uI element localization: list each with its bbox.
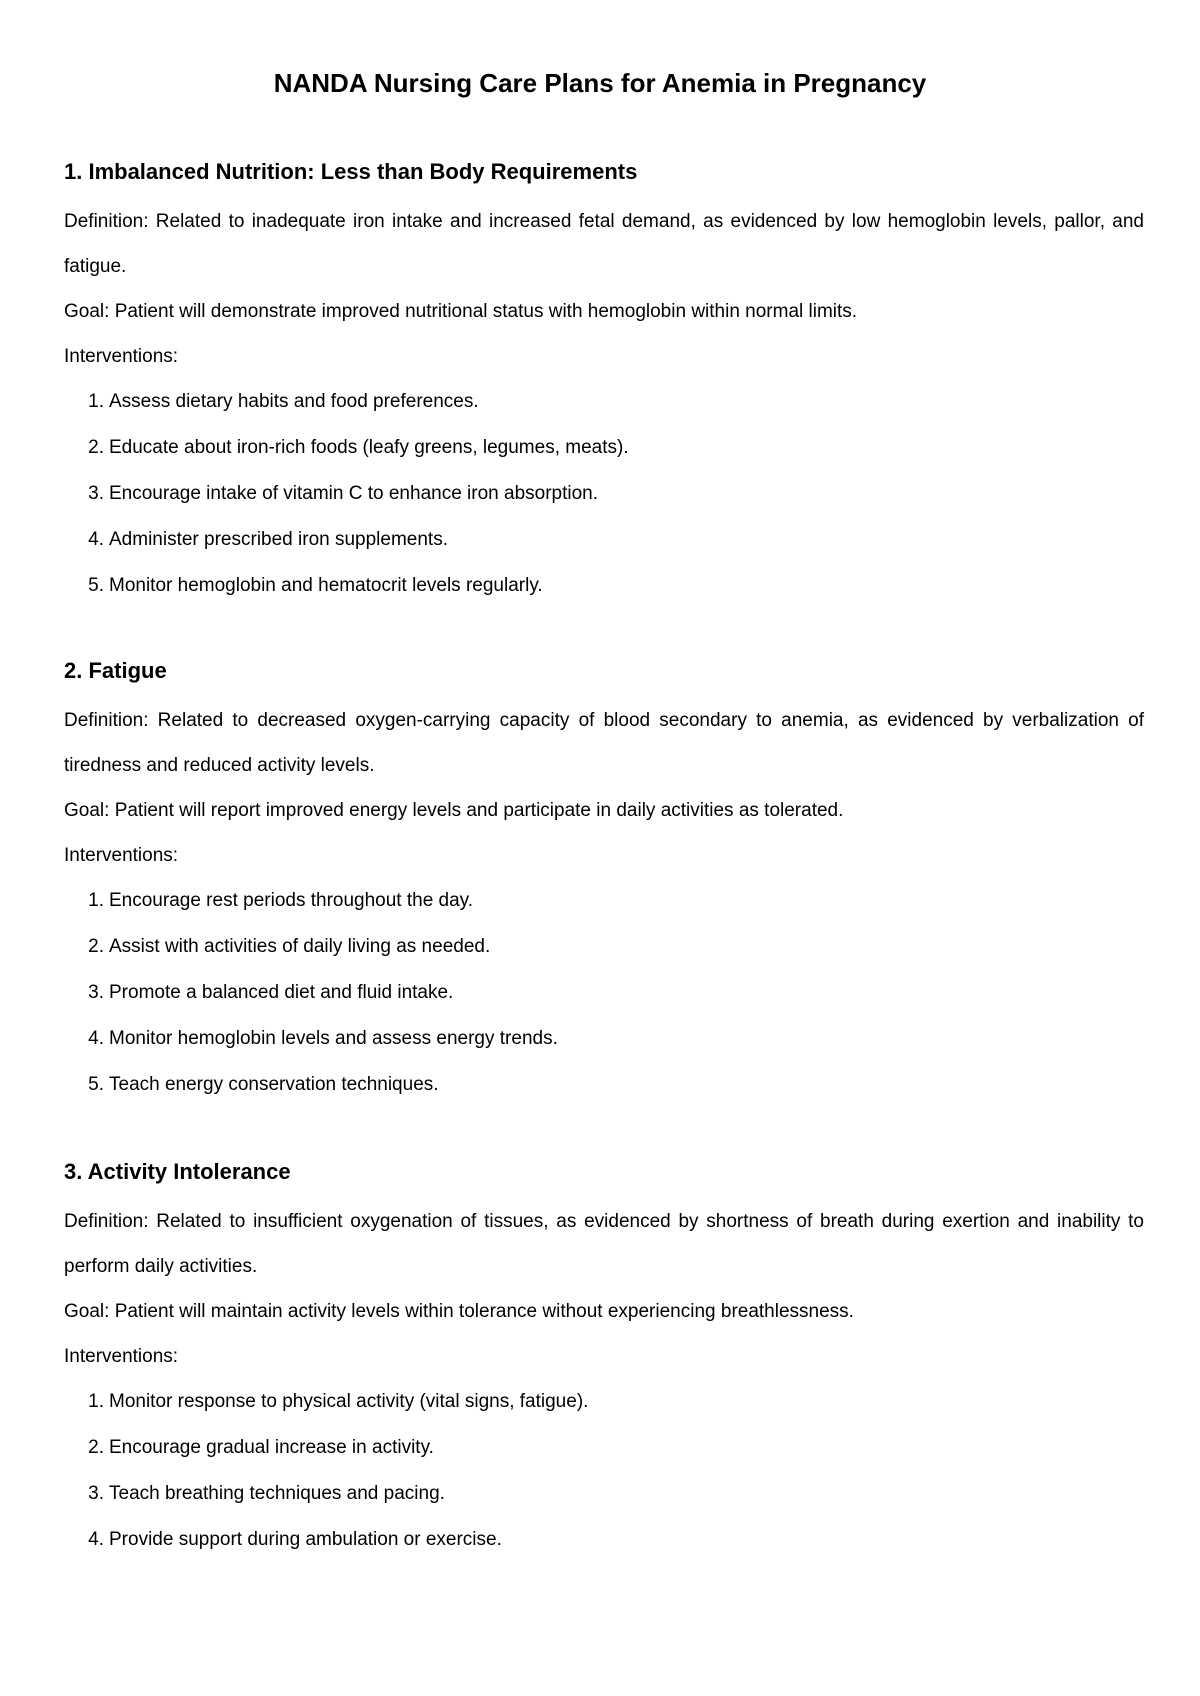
section-activity-intolerance [64,1157,1144,1563]
list-item [64,878,1144,924]
list-text: Assist with activities of daily living as needed. [109,936,491,957]
list-item [64,924,1144,970]
list-number: 4. [88,1028,104,1049]
list-item [64,1425,1144,1471]
section-heading: 3. Activity Intolerance [64,1159,291,1184]
list-item [64,517,1144,563]
list-item [64,379,1144,425]
list-number: 1. [88,1391,104,1412]
list-item [64,970,1144,1016]
list-item [64,1062,1144,1108]
list-text: Monitor response to physical activity (vital signs, fatigue). [109,1391,589,1412]
interventions-label: Interventions: [64,346,179,367]
list-number: 5. [88,575,104,596]
list-number: 2. [88,1437,104,1458]
list-text: Monitor hemoglobin levels and assess energy trends. [109,1028,558,1049]
list-number: 5. [88,1074,104,1095]
list-text: Promote a balanced diet and fluid intake. [109,982,454,1003]
list-item [64,1379,1144,1425]
section-heading: 1. Imbalanced Nutrition: Less than Body Requirements [64,159,638,184]
list-text: Administer prescribed iron supplements. [109,529,448,550]
goal-text: Goal: Patient will maintain activity levels within tolerance without experiencing breathlessness. [64,1301,854,1322]
list-text: Teach energy conservation techniques. [109,1074,439,1095]
list-number: 3. [88,982,104,1003]
section-imbalanced-nutrition [64,157,1144,609]
interventions-list [64,878,1144,1108]
list-text: Educate about iron-rich foods (leafy greens, legumes, meats). [109,437,629,458]
list-text: Monitor hemoglobin and hematocrit levels regularly. [109,575,543,596]
list-item [64,563,1144,609]
definition-text: Definition: Related to insufficient oxygenation of tissues, as evidenced by shortness of breath during exertion and inability to perform daily activities. [64,1211,1144,1277]
section-fatigue [64,656,1144,1108]
list-item [64,1471,1144,1517]
goal-text: Goal: Patient will report improved energy levels and participate in daily activities as tolerated. [64,800,844,821]
document-title: NANDA Nursing Care Plans for Anemia in Pregnancy [273,68,927,98]
list-text: Encourage intake of vitamin C to enhance iron absorption. [109,483,599,504]
list-text: Provide support during ambulation or exercise. [109,1529,502,1550]
list-number: 2. [88,936,104,957]
interventions-list [64,379,1144,609]
list-text: Assess dietary habits and food preferences. [109,391,479,412]
list-item [64,1517,1144,1563]
list-number: 3. [88,1483,104,1504]
list-item [64,1016,1144,1062]
list-number: 4. [88,529,104,550]
interventions-label: Interventions: [64,1346,179,1367]
list-number: 1. [88,890,104,911]
definition-text: Definition: Related to decreased oxygen-carrying capacity of blood secondary to anemia, as evidenced by verbalization of tiredness and reduced activity levels. [64,710,1144,776]
definition-text: Definition: Related to inadequate iron intake and increased fetal demand, as evidenced by low hemoglobin levels, pallor, and fatigue. [64,211,1144,277]
list-text: Encourage rest periods throughout the day. [109,890,474,911]
section-heading: 2. Fatigue [64,658,167,683]
interventions-label: Interventions: [64,845,179,866]
interventions-list [64,1379,1144,1563]
goal-text: Goal: Patient will demonstrate improved nutritional status with hemoglobin within normal limits. [64,301,858,322]
list-item [64,425,1144,471]
list-item [64,471,1144,517]
list-text: Encourage gradual increase in activity. [109,1437,434,1458]
list-number: 3. [88,483,104,504]
list-number: 2. [88,437,104,458]
list-number: 1. [88,391,104,412]
list-text: Teach breathing techniques and pacing. [109,1483,445,1504]
list-number: 4. [88,1529,104,1550]
